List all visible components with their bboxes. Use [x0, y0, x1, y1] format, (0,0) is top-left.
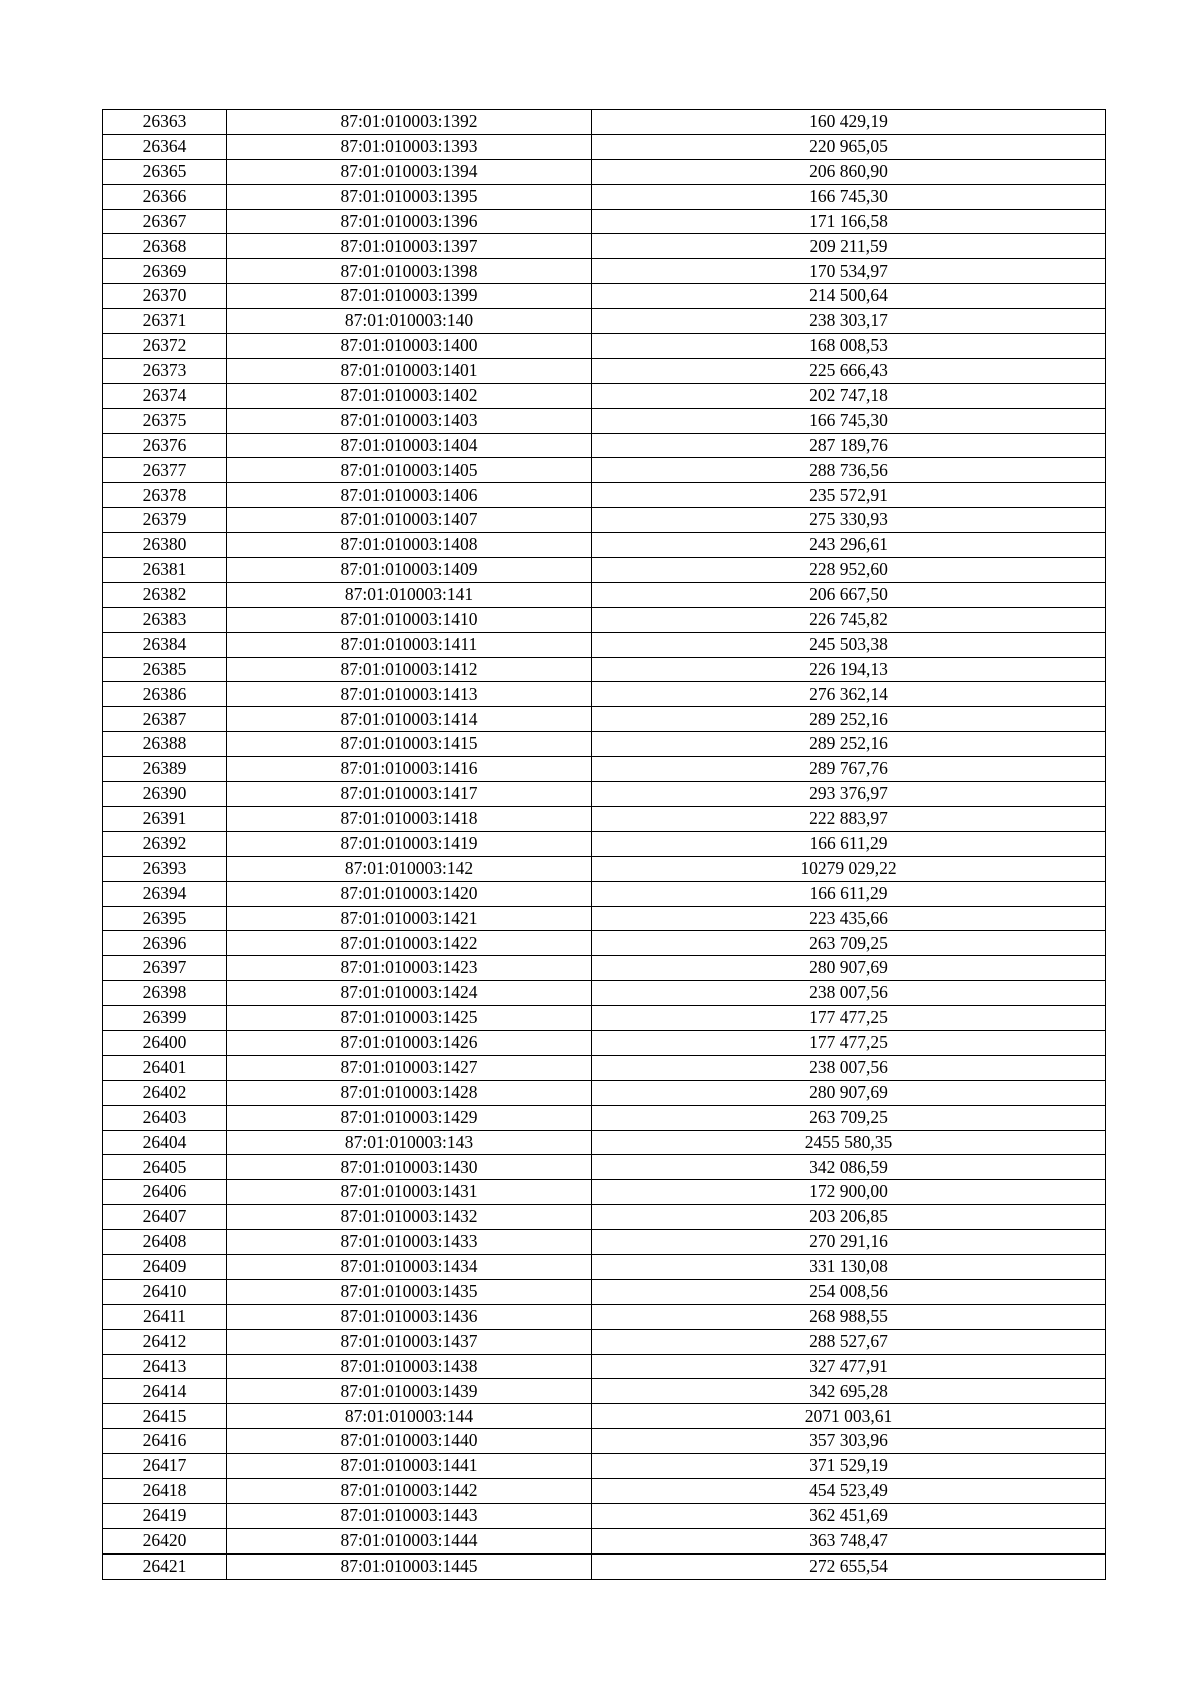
cadastral-number-cell: 87:01:010003:1416 — [227, 757, 592, 782]
cadastral-number-cell: 87:01:010003:144 — [227, 1404, 592, 1429]
cadastral-value-cell: 276 362,14 — [592, 682, 1106, 707]
cadastral-number-cell: 87:01:010003:1427 — [227, 1055, 592, 1080]
cadastral-number-cell: 87:01:010003:1396 — [227, 209, 592, 234]
cadastral-number-cell: 87:01:010003:1393 — [227, 134, 592, 159]
cadastral-value-cell: 293 376,97 — [592, 782, 1106, 807]
cadastral-number-cell: 87:01:010003:1431 — [227, 1180, 592, 1205]
cadastral-number-cell: 87:01:010003:1425 — [227, 1006, 592, 1031]
row-number-cell: 26416 — [103, 1429, 227, 1454]
table-row — [103, 1379, 1106, 1404]
cadastral-value-cell: 331 130,08 — [592, 1254, 1106, 1279]
cadastral-value-cell: 177 477,25 — [592, 1006, 1106, 1031]
cadastral-number-cell: 87:01:010003:1423 — [227, 956, 592, 981]
table-row — [103, 209, 1106, 234]
cadastral-value-cell: 245 503,38 — [592, 632, 1106, 657]
cadastral-number-cell: 87:01:010003:1411 — [227, 632, 592, 657]
row-number-cell: 26404 — [103, 1130, 227, 1155]
row-number-cell: 26409 — [103, 1254, 227, 1279]
table-row — [103, 806, 1106, 831]
cadastral-value-cell: 238 007,56 — [592, 1055, 1106, 1080]
row-number-cell: 26385 — [103, 657, 227, 682]
cadastral-number-cell: 87:01:010003:1429 — [227, 1105, 592, 1130]
table-row — [103, 1230, 1106, 1255]
cadastral-number-cell: 87:01:010003:1407 — [227, 508, 592, 533]
row-number-cell: 26405 — [103, 1155, 227, 1180]
cadastral-value-cell: 225 666,43 — [592, 358, 1106, 383]
row-number-cell: 26372 — [103, 334, 227, 359]
table-row — [103, 110, 1106, 135]
cadastral-number-cell: 87:01:010003:1444 — [227, 1528, 592, 1553]
cadastral-number-cell: 87:01:010003:1419 — [227, 831, 592, 856]
row-number-cell: 26392 — [103, 831, 227, 856]
row-number-cell: 26371 — [103, 309, 227, 334]
cadastral-number-cell: 87:01:010003:1406 — [227, 483, 592, 508]
cadastral-number-cell: 87:01:010003:1398 — [227, 259, 592, 284]
table-row — [103, 607, 1106, 632]
row-number-cell: 26391 — [103, 806, 227, 831]
row-number-cell: 26399 — [103, 1006, 227, 1031]
cadastral-value-cell: 168 008,53 — [592, 334, 1106, 359]
cadastral-value-cell: 177 477,25 — [592, 1030, 1106, 1055]
cadastral-number-cell: 87:01:010003:1433 — [227, 1230, 592, 1255]
row-number-cell: 26366 — [103, 184, 227, 209]
cadastral-value-cell: 268 988,55 — [592, 1304, 1106, 1329]
cadastral-value-cell: 288 736,56 — [592, 458, 1106, 483]
cadastral-number-cell: 87:01:010003:1405 — [227, 458, 592, 483]
cadastral-number-cell: 87:01:010003:1418 — [227, 806, 592, 831]
cadastral-value-cell: 222 883,97 — [592, 806, 1106, 831]
table-row — [103, 1554, 1106, 1579]
cadastral-value-cell: 280 907,69 — [592, 956, 1106, 981]
cadastral-number-cell: 87:01:010003:1415 — [227, 732, 592, 757]
row-number-cell: 26403 — [103, 1105, 227, 1130]
row-number-cell: 26401 — [103, 1055, 227, 1080]
cadastral-number-cell: 87:01:010003:1421 — [227, 906, 592, 931]
row-number-cell: 26420 — [103, 1528, 227, 1553]
cadastral-value-cell: 202 747,18 — [592, 383, 1106, 408]
row-number-cell: 26394 — [103, 881, 227, 906]
table-row — [103, 408, 1106, 433]
table-row — [103, 931, 1106, 956]
cadastral-number-cell: 87:01:010003:1426 — [227, 1030, 592, 1055]
row-number-cell: 26380 — [103, 533, 227, 558]
cadastral-value-cell: 342 695,28 — [592, 1379, 1106, 1404]
row-number-cell: 26368 — [103, 234, 227, 259]
cadastral-value-cell: 206 667,50 — [592, 582, 1106, 607]
cadastral-number-cell: 87:01:010003:1408 — [227, 533, 592, 558]
row-number-cell: 26421 — [103, 1554, 227, 1579]
row-number-cell: 26389 — [103, 757, 227, 782]
cadastral-value-cell: 166 611,29 — [592, 831, 1106, 856]
cadastral-value-cell: 280 907,69 — [592, 1080, 1106, 1105]
table-row — [103, 1528, 1106, 1553]
cadastral-number-cell: 87:01:010003:140 — [227, 309, 592, 334]
table-row — [103, 1304, 1106, 1329]
row-number-cell: 26374 — [103, 383, 227, 408]
table-row — [103, 1279, 1106, 1304]
row-number-cell: 26398 — [103, 981, 227, 1006]
row-number-cell: 26418 — [103, 1478, 227, 1503]
cadastral-value-cell: 454 523,49 — [592, 1478, 1106, 1503]
cadastral-value-cell: 203 206,85 — [592, 1205, 1106, 1230]
row-number-cell: 26379 — [103, 508, 227, 533]
table-row — [103, 881, 1106, 906]
row-number-cell: 26397 — [103, 956, 227, 981]
cadastral-value-cell: 243 296,61 — [592, 533, 1106, 558]
cadastral-value-cell: 363 748,47 — [592, 1528, 1106, 1553]
cadastral-number-cell: 87:01:010003:1443 — [227, 1503, 592, 1528]
cadastral-value-cell: 223 435,66 — [592, 906, 1106, 931]
cadastral-number-cell: 87:01:010003:141 — [227, 582, 592, 607]
table-row — [103, 1478, 1106, 1503]
table-row — [103, 433, 1106, 458]
row-number-cell: 26369 — [103, 259, 227, 284]
cadastral-number-cell: 87:01:010003:1422 — [227, 931, 592, 956]
cadastral-value-cell: 2455 580,35 — [592, 1130, 1106, 1155]
cadastral-value-cell: 287 189,76 — [592, 433, 1106, 458]
table-row — [103, 159, 1106, 184]
cadastral-value-cell: 289 252,16 — [592, 707, 1106, 732]
cadastral-value-cell: 238 303,17 — [592, 309, 1106, 334]
row-number-cell: 26419 — [103, 1503, 227, 1528]
cadastral-value-cell: 209 211,59 — [592, 234, 1106, 259]
cadastral-number-cell: 87:01:010003:1428 — [227, 1080, 592, 1105]
cadastral-number-cell: 87:01:010003:1424 — [227, 981, 592, 1006]
table-row — [103, 1155, 1106, 1180]
table-row — [103, 582, 1106, 607]
cadastral-number-cell: 87:01:010003:1399 — [227, 284, 592, 309]
cadastral-value-cell: 220 965,05 — [592, 134, 1106, 159]
cadastral-value-table — [102, 109, 1106, 1580]
cadastral-value-cell: 263 709,25 — [592, 931, 1106, 956]
table-row — [103, 1130, 1106, 1155]
row-number-cell: 26365 — [103, 159, 227, 184]
cadastral-value-cell: 357 303,96 — [592, 1429, 1106, 1454]
table-row — [103, 483, 1106, 508]
cadastral-value-cell: 270 291,16 — [592, 1230, 1106, 1255]
cadastral-number-cell: 87:01:010003:143 — [227, 1130, 592, 1155]
row-number-cell: 26375 — [103, 408, 227, 433]
row-number-cell: 26415 — [103, 1404, 227, 1429]
cadastral-value-cell: 171 166,58 — [592, 209, 1106, 234]
row-number-cell: 26412 — [103, 1329, 227, 1354]
row-number-cell: 26393 — [103, 856, 227, 881]
cadastral-number-cell: 87:01:010003:1413 — [227, 682, 592, 707]
cadastral-number-cell: 87:01:010003:1442 — [227, 1478, 592, 1503]
cadastral-value-cell: 172 900,00 — [592, 1180, 1106, 1205]
table-row — [103, 1404, 1106, 1429]
cadastral-number-cell: 87:01:010003:1403 — [227, 408, 592, 433]
row-number-cell: 26411 — [103, 1304, 227, 1329]
cadastral-number-cell: 87:01:010003:1397 — [227, 234, 592, 259]
cadastral-number-cell: 87:01:010003:1441 — [227, 1454, 592, 1479]
table-row — [103, 1429, 1106, 1454]
cadastral-value-cell: 10279 029,22 — [592, 856, 1106, 881]
row-number-cell: 26400 — [103, 1030, 227, 1055]
cadastral-value-cell: 254 008,56 — [592, 1279, 1106, 1304]
table-row — [103, 906, 1106, 931]
cadastral-number-cell: 87:01:010003:1430 — [227, 1155, 592, 1180]
table-row — [103, 632, 1106, 657]
cadastral-number-cell: 87:01:010003:1392 — [227, 110, 592, 135]
table-row — [103, 259, 1106, 284]
cadastral-number-cell: 87:01:010003:1445 — [227, 1554, 592, 1579]
cadastral-value-cell: 235 572,91 — [592, 483, 1106, 508]
table-row — [103, 558, 1106, 583]
table-row — [103, 309, 1106, 334]
table-row — [103, 284, 1106, 309]
cadastral-number-cell: 87:01:010003:1440 — [227, 1429, 592, 1454]
row-number-cell: 26376 — [103, 433, 227, 458]
table-row — [103, 1105, 1106, 1130]
cadastral-number-cell: 87:01:010003:1409 — [227, 558, 592, 583]
row-number-cell: 26396 — [103, 931, 227, 956]
cadastral-value-cell: 170 534,97 — [592, 259, 1106, 284]
table-row — [103, 682, 1106, 707]
cadastral-value-cell: 289 767,76 — [592, 757, 1106, 782]
cadastral-value-cell: 327 477,91 — [592, 1354, 1106, 1379]
table-row — [103, 981, 1106, 1006]
cadastral-number-cell: 87:01:010003:1436 — [227, 1304, 592, 1329]
cadastral-number-cell: 87:01:010003:1417 — [227, 782, 592, 807]
table-row — [103, 184, 1106, 209]
row-number-cell: 26381 — [103, 558, 227, 583]
cadastral-number-cell: 87:01:010003:1400 — [227, 334, 592, 359]
table-row — [103, 707, 1106, 732]
table-row — [103, 757, 1106, 782]
table-row — [103, 657, 1106, 682]
row-number-cell: 26384 — [103, 632, 227, 657]
row-number-cell: 26378 — [103, 483, 227, 508]
cadastral-value-cell: 362 451,69 — [592, 1503, 1106, 1528]
row-number-cell: 26390 — [103, 782, 227, 807]
row-number-cell: 26386 — [103, 682, 227, 707]
table-row — [103, 1503, 1106, 1528]
cadastral-value-cell: 289 252,16 — [592, 732, 1106, 757]
cadastral-value-cell: 272 655,54 — [592, 1554, 1106, 1579]
cadastral-number-cell: 87:01:010003:1395 — [227, 184, 592, 209]
cadastral-value-cell: 371 529,19 — [592, 1454, 1106, 1479]
row-number-cell: 26410 — [103, 1279, 227, 1304]
cadastral-number-cell: 87:01:010003:1414 — [227, 707, 592, 732]
row-number-cell: 26388 — [103, 732, 227, 757]
cadastral-number-cell: 87:01:010003:1412 — [227, 657, 592, 682]
table-row — [103, 1055, 1106, 1080]
table-row — [103, 1205, 1106, 1230]
table-body — [103, 110, 1106, 1580]
row-number-cell: 26367 — [103, 209, 227, 234]
table-row — [103, 1329, 1106, 1354]
row-number-cell: 26406 — [103, 1180, 227, 1205]
cadastral-number-cell: 87:01:010003:1438 — [227, 1354, 592, 1379]
table-row — [103, 732, 1106, 757]
table-row — [103, 1080, 1106, 1105]
row-number-cell: 26402 — [103, 1080, 227, 1105]
table-row — [103, 358, 1106, 383]
row-number-cell: 26377 — [103, 458, 227, 483]
table-row — [103, 831, 1106, 856]
table-row — [103, 1254, 1106, 1279]
cadastral-value-cell: 238 007,56 — [592, 981, 1106, 1006]
row-number-cell: 26387 — [103, 707, 227, 732]
cadastral-number-cell: 87:01:010003:1410 — [227, 607, 592, 632]
table-row — [103, 1454, 1106, 1479]
cadastral-number-cell: 87:01:010003:1420 — [227, 881, 592, 906]
row-number-cell: 26382 — [103, 582, 227, 607]
cadastral-value-cell: 214 500,64 — [592, 284, 1106, 309]
cadastral-value-cell: 206 860,90 — [592, 159, 1106, 184]
row-number-cell: 26363 — [103, 110, 227, 135]
cadastral-value-cell: 166 745,30 — [592, 184, 1106, 209]
row-number-cell: 26395 — [103, 906, 227, 931]
row-number-cell: 26373 — [103, 358, 227, 383]
row-number-cell: 26408 — [103, 1230, 227, 1255]
cadastral-number-cell: 87:01:010003:1434 — [227, 1254, 592, 1279]
cadastral-value-cell: 160 429,19 — [592, 110, 1106, 135]
cadastral-number-cell: 87:01:010003:1402 — [227, 383, 592, 408]
row-number-cell: 26407 — [103, 1205, 227, 1230]
table-row — [103, 956, 1106, 981]
row-number-cell: 26383 — [103, 607, 227, 632]
cadastral-number-cell: 87:01:010003:142 — [227, 856, 592, 881]
table-row — [103, 334, 1106, 359]
table-row — [103, 134, 1106, 159]
table-row — [103, 234, 1106, 259]
cadastral-number-cell: 87:01:010003:1439 — [227, 1379, 592, 1404]
row-number-cell: 26413 — [103, 1354, 227, 1379]
table-row — [103, 1030, 1106, 1055]
table-row — [103, 1006, 1106, 1031]
cadastral-value-cell: 342 086,59 — [592, 1155, 1106, 1180]
row-number-cell: 26414 — [103, 1379, 227, 1404]
cadastral-value-cell: 288 527,67 — [592, 1329, 1106, 1354]
cadastral-number-cell: 87:01:010003:1437 — [227, 1329, 592, 1354]
cadastral-value-cell: 263 709,25 — [592, 1105, 1106, 1130]
table-row — [103, 508, 1106, 533]
cadastral-value-cell: 166 745,30 — [592, 408, 1106, 433]
cadastral-number-cell: 87:01:010003:1435 — [227, 1279, 592, 1304]
table-row — [103, 1180, 1106, 1205]
cadastral-value-cell: 228 952,60 — [592, 558, 1106, 583]
table-row — [103, 383, 1106, 408]
cadastral-number-cell: 87:01:010003:1401 — [227, 358, 592, 383]
cadastral-number-cell: 87:01:010003:1432 — [227, 1205, 592, 1230]
cadastral-value-cell: 226 194,13 — [592, 657, 1106, 682]
table-row — [103, 1354, 1106, 1379]
cadastral-value-cell: 2071 003,61 — [592, 1404, 1106, 1429]
cadastral-number-cell: 87:01:010003:1404 — [227, 433, 592, 458]
row-number-cell: 26417 — [103, 1454, 227, 1479]
cadastral-value-cell: 226 745,82 — [592, 607, 1106, 632]
table-row — [103, 458, 1106, 483]
table-row — [103, 782, 1106, 807]
row-number-cell: 26370 — [103, 284, 227, 309]
row-number-cell: 26364 — [103, 134, 227, 159]
table-row — [103, 856, 1106, 881]
cadastral-number-cell: 87:01:010003:1394 — [227, 159, 592, 184]
table-row — [103, 533, 1106, 558]
cadastral-value-cell: 275 330,93 — [592, 508, 1106, 533]
cadastral-value-cell: 166 611,29 — [592, 881, 1106, 906]
